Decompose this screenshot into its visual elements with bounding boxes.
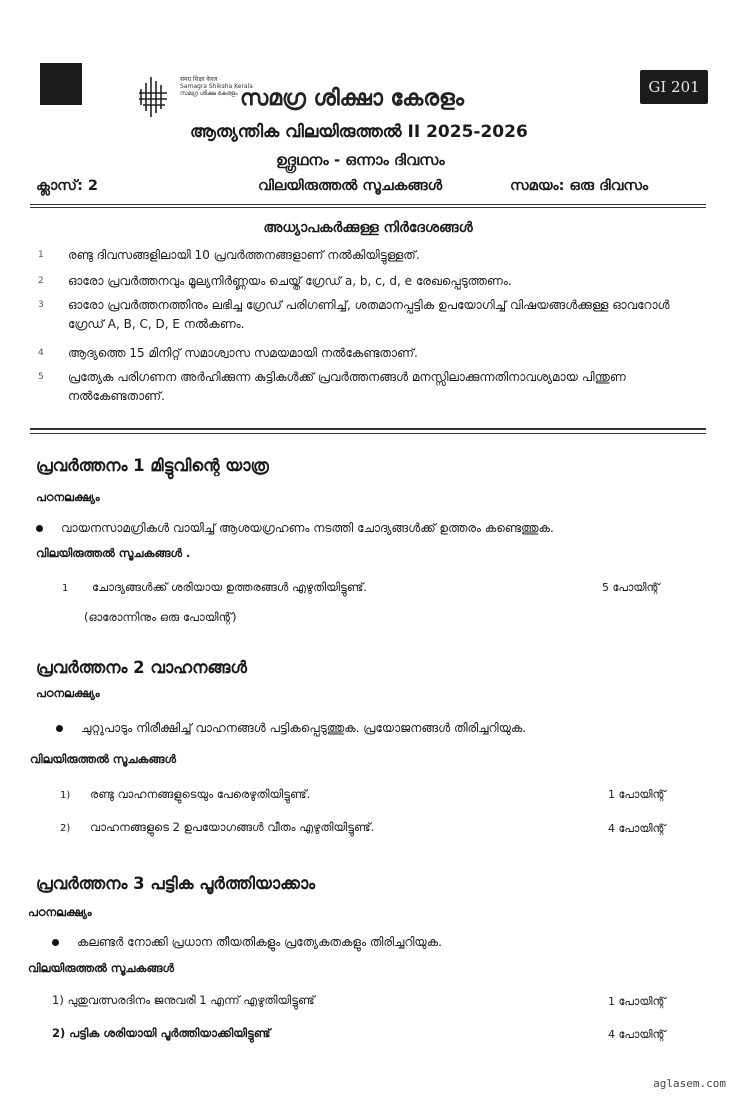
criterion-item — [52, 993, 315, 1008]
exam-subtitle: ഉദ്ഗ്രഥനം - ഒന്നാം ദിവസം — [276, 151, 445, 169]
objective-item — [36, 521, 554, 536]
bullet-icon — [36, 525, 43, 532]
exam-title: ആത്യന്തിക വിലയിരുത്തൽ II 2025-2026 — [190, 122, 528, 142]
criterion-item — [62, 580, 367, 595]
activity-1-title: പ്രവർത്തനം 1 മിട്ടുവിന്റെ യാത്ര — [36, 456, 269, 475]
criterion-text: പട്ടിക ശരിയായി പൂർത്തിയാക്കിയിട്ടുണ്ട് — [69, 1026, 271, 1040]
registration-mark — [40, 63, 82, 105]
class-label: ക്ലാസ്: 2 — [36, 178, 98, 194]
criterion-points: 1 പോയിന്റ് — [608, 788, 666, 801]
instruction-text: ഓരോ പ്രവർത്തനവും മൂല്യനിർണ്ണയം ചെയ്ത് ഗ്രേഡ് a, b, c, d, e രേഖപ്പെടുത്തണം. — [68, 274, 512, 288]
instruction-text: രണ്ടു ദിവസങ്ങളിലായി 10 പ്രവർത്തനങ്ങളാണ് നൽകിയിട്ടുള്ളത്. — [68, 248, 420, 262]
indicators-label: വിലയിരുത്തൽ സൂചകങ്ങൾ — [258, 178, 443, 194]
divider — [30, 207, 706, 208]
divider — [30, 204, 706, 205]
criterion-item — [60, 787, 310, 802]
instruction-number: 1 — [38, 250, 44, 260]
time-label: സമയം: ഒരു ദിവസം — [510, 178, 649, 194]
criterion-text: രണ്ടു വാഹനങ്ങളുടെയും പേരെഴുതിയിട്ടുണ്ട്. — [90, 787, 311, 801]
criterion-number: 2) — [52, 1026, 66, 1040]
bullet-icon — [56, 725, 63, 732]
criterion-text: ചോദ്യങ്ങൾക്ക് ശരിയായ ഉത്തരങ്ങൾ എഴുതിയിട്ടുണ്ട്. — [92, 580, 367, 594]
objective-label: പഠനലക്ഷ്യം — [28, 905, 92, 919]
activity-2-title: പ്രവർത്തനം 2 വാഹനങ്ങൾ — [36, 658, 248, 677]
paper-code: GI 201 — [640, 70, 708, 104]
criterion-number: 1) — [52, 993, 64, 1007]
objective-label: പഠനലക്ഷ്യം — [36, 686, 100, 700]
criterion-text: വാഹനങ്ങളുടെ 2 ഉപയോഗങ്ങൾ വീതം എഴുതിയിട്ടുണ്ട്. — [90, 820, 375, 834]
instruction-text: ആദ്യത്തെ 15 മിനിറ്റ് സമാശ്വാസ സമയമായി നൽകേണ്ടതാണ്. — [68, 346, 418, 360]
objective-text: ചുറ്റുപാടും നിരീക്ഷിച്ച് വാഹനങ്ങൾ പട്ടികപ്പെടുത്തുക. പ്രയോജനങ്ങൾ തിരിച്ചറിയുക. — [81, 721, 527, 735]
instruction-item — [40, 368, 708, 406]
criterion-number: 1) — [60, 790, 71, 801]
instruction-number: 5 — [38, 372, 44, 382]
source-watermark: aglasem.com — [653, 1077, 726, 1090]
objective-item — [56, 721, 526, 736]
criterion-item — [52, 1026, 270, 1041]
instruction-item — [40, 246, 708, 265]
instruction-number: 4 — [38, 348, 44, 358]
bullet-icon — [52, 939, 59, 946]
criterion-points: 5 പോയിന്റ് — [602, 581, 660, 594]
criterion-item — [60, 820, 374, 835]
criterion-text: പുതുവത്സരദിനം ജനുവരി 1 എന്ന് എഴുതിയിട്ടുണ്ട് — [67, 993, 315, 1007]
instruction-number: 2 — [38, 276, 44, 286]
instruction-text: പ്രത്യേക പരിഗണന അർഹിക്കുന്ന കുട്ടികൾക്ക് പ്രവർത്തനങ്ങൾ മനസ്സിലാക്കുന്നതിനാവശ്യമായ പിന്തുണ നൽകേണ്ടതാണ്. — [68, 370, 626, 403]
instruction-item — [40, 272, 708, 291]
criterion-number: 2) — [60, 823, 71, 834]
criterion-points: 1 പോയിന്റ് — [608, 995, 666, 1008]
criterion-note: (ഓരോന്നിനും ഒരു പോയിന്റ്) — [84, 610, 237, 624]
logo-text: समग्र शिक्षा केरल Samagra Shiksha Kerala സമഗ്ര ശിക്ഷ കേരളം — [180, 76, 253, 97]
org-name: സമഗ്ര ശിക്ഷാ കേരളം — [240, 86, 464, 111]
criterion-points: 4 പോയിന്റ് — [608, 822, 666, 835]
activity-3-title: പ്രവർത്തനം 3 പട്ടിക പൂർത്തിയാക്കാം — [36, 874, 316, 893]
criterion-number: 1 — [62, 583, 69, 594]
divider — [30, 433, 706, 434]
instruction-item — [40, 344, 708, 363]
indicators-label: വിലയിരുത്തൽ സൂചകങ്ങൾ — [30, 752, 177, 766]
objective-item — [52, 935, 442, 950]
divider — [30, 428, 706, 430]
criterion-points: 4 പോയിന്റ് — [608, 1028, 666, 1041]
objective-label: പഠനലക്ഷ്യം — [36, 490, 100, 504]
indicators-label: വിലയിരുത്തൽ സൂചകങ്ങൾ . — [36, 546, 191, 560]
instructions-heading: അധ്യാപകർക്കുള്ള നിർദേശങ്ങൾ — [263, 220, 473, 236]
objective-text: വായനസാമഗ്രികൾ വായിച്ച് ആശയഗ്രഹണം നടത്തി ചോദ്യങ്ങൾക്ക് ഉത്തരം കണ്ടെത്തുക. — [61, 521, 554, 535]
instruction-item — [40, 296, 708, 334]
indicators-label: വിലയിരുത്തൽ സൂചകങ്ങൾ — [28, 961, 175, 975]
objective-text: കലണ്ടർ നോക്കി പ്രധാന തീയതികളും പ്രത്യേകതകളും തിരിച്ചറിയുക. — [77, 935, 442, 949]
instruction-number: 3 — [38, 300, 44, 310]
instruction-text: ഓരോ പ്രവർത്തനത്തിനും ലഭിച്ച ഗ്രേഡ് പരിഗണിച്ച്, ശതമാനപ്പട്ടിക ഉപയോഗിച്ച് വിഷയങ്ങൾക്കുള്ള ഓവറോൾ ഗ്രേഡ് A, B, C, D, E നൽകണം. — [68, 298, 670, 331]
